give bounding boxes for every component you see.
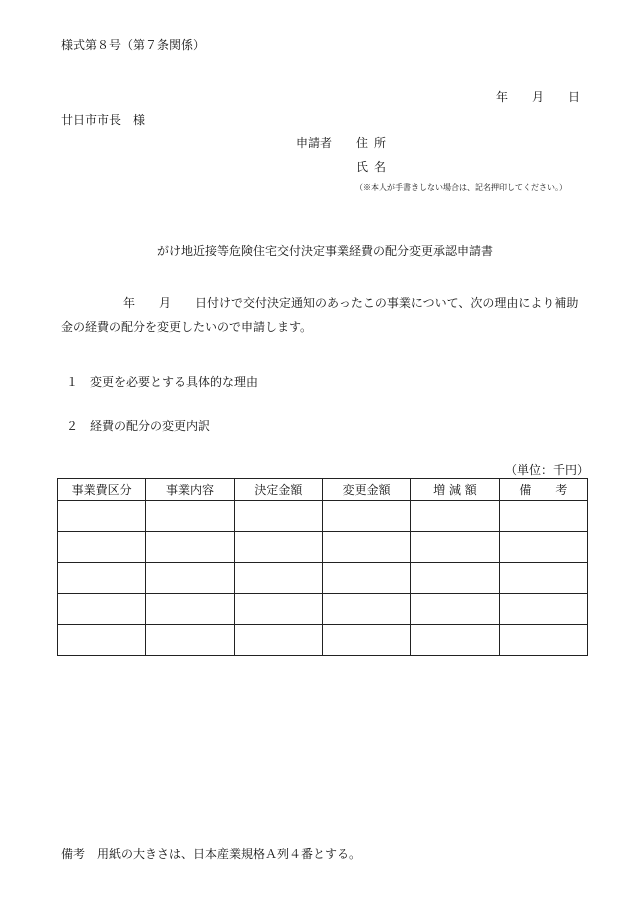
table-row (58, 532, 588, 563)
table-cell[interactable] (322, 625, 410, 656)
column-header: 事業内容 (146, 479, 234, 501)
applicant-label: 申請者 (296, 136, 333, 150)
column-header: 変更金額 (322, 479, 410, 501)
table-cell[interactable] (411, 532, 499, 563)
table-cell[interactable] (58, 501, 146, 532)
table-cell[interactable] (146, 501, 234, 532)
column-header: 備 考 (499, 479, 587, 501)
table-cell[interactable] (146, 594, 234, 625)
table-cell[interactable] (411, 501, 499, 532)
table-cell[interactable] (234, 594, 322, 625)
unit-note: （単位：千円） (504, 463, 589, 477)
table-cell[interactable] (234, 532, 322, 563)
table-cell[interactable] (234, 625, 322, 656)
table-cell[interactable] (411, 563, 499, 594)
column-header: 事業費区分 (58, 479, 146, 501)
table-cell[interactable] (322, 594, 410, 625)
address-label: 住所 (356, 136, 393, 150)
table-cell[interactable] (322, 532, 410, 563)
column-header: 決定金額 (234, 479, 322, 501)
name-label: 氏名 (356, 160, 393, 174)
table-row (58, 594, 588, 625)
table-cell[interactable] (411, 594, 499, 625)
date-line: 年 月 日 (496, 90, 581, 104)
table-cell[interactable] (234, 501, 322, 532)
table-cell[interactable] (58, 625, 146, 656)
table-row (58, 625, 588, 656)
table-cell[interactable] (234, 563, 322, 594)
table-cell[interactable] (499, 625, 587, 656)
column-header: 増 減 額 (411, 479, 499, 501)
table-cell[interactable] (499, 594, 587, 625)
table-row (58, 501, 588, 532)
section-2-heading: ２ 経費の配分の変更内訳 (66, 419, 211, 433)
body-text-content: 年 月 日付けで交付決定通知のあったこの事業について、次の理由により補助金の経費の配分を変更したいので申請します。 (61, 296, 579, 334)
signature-note: （※本人が手書きしない場合は、記名押印してください。） (355, 183, 567, 192)
addressee: 廿日市市長 様 (61, 113, 146, 127)
body-text (61, 291, 589, 339)
form-number: 様式第８号（第７条関係） (61, 38, 206, 52)
document-title: がけ地近接等危険住宅交付決定事業経費の配分変更承認申請書 (156, 244, 493, 258)
table-header-row (58, 479, 588, 501)
table-cell[interactable] (58, 563, 146, 594)
table-cell[interactable] (146, 563, 234, 594)
table-cell[interactable] (58, 594, 146, 625)
table-cell[interactable] (499, 532, 587, 563)
allocation-table (57, 478, 588, 656)
remarks-note: 備考 用紙の大きさは、日本産業規格Ａ列４番とする。 (61, 847, 362, 861)
section-1-heading: １ 変更を必要とする具体的な理由 (66, 375, 259, 389)
table-cell[interactable] (499, 563, 587, 594)
table-cell[interactable] (146, 625, 234, 656)
table-body (58, 501, 588, 656)
table-cell[interactable] (58, 532, 146, 563)
table-cell[interactable] (499, 501, 587, 532)
table-row (58, 563, 588, 594)
table-cell[interactable] (322, 563, 410, 594)
table-cell[interactable] (411, 625, 499, 656)
table-cell[interactable] (322, 501, 410, 532)
table-cell[interactable] (146, 532, 234, 563)
